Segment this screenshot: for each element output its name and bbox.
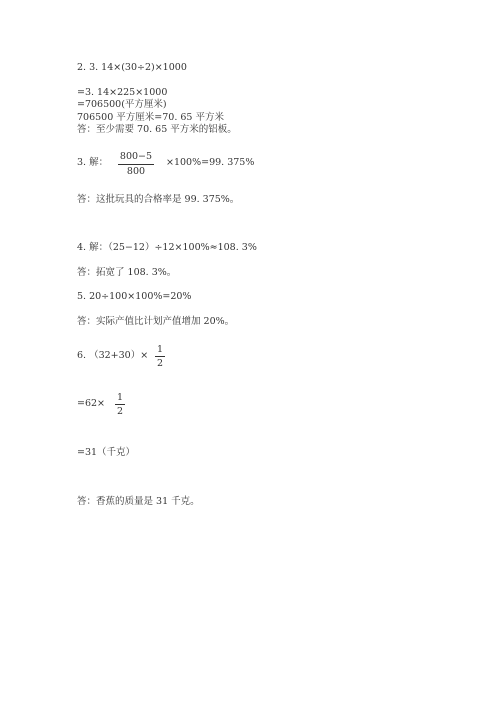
problem-5-equation: 5. 20÷100×100%=20% <box>77 291 192 302</box>
problem-2-answer: 答：至少需要 70. 65 平方米的铝板。 <box>77 124 237 135</box>
problem-5-answer: 答：实际产值比计划产值增加 20%。 <box>77 316 235 327</box>
fraction-numerator: 1 <box>156 344 164 355</box>
problem-6-step-2: =31（千克） <box>77 447 136 458</box>
fraction-bar <box>115 404 125 405</box>
problem-4-equation: 4. 解：（25−12）÷12×100%≈108. 3% <box>77 242 257 253</box>
problem-3-answer: 答：这批玩具的合格率是 99. 375%。 <box>77 194 240 205</box>
problem-2-step-1: =3. 14×225×1000 <box>77 87 168 98</box>
fraction-denominator: 800 <box>126 166 146 177</box>
problem-6-step-1: =62× <box>77 398 106 409</box>
problem-3-expression: ×100%=99. 375% <box>166 157 255 168</box>
problem-6-answer: 答：香蕉的质量是 31 千克。 <box>77 496 200 507</box>
problem-3-label: 3. 解： <box>77 157 109 168</box>
fraction-numerator: 1 <box>116 392 124 403</box>
fraction-bar <box>155 356 165 357</box>
fraction-bar <box>118 164 154 165</box>
fraction-numerator: 800−5 <box>119 151 153 162</box>
fraction-denominator: 2 <box>156 358 164 369</box>
problem-2-step-2: =706500(平方厘米) <box>77 99 167 110</box>
problem-2-step-3: 706500 平方厘米=70. 65 平方米 <box>77 112 224 123</box>
problem-2-equation: 2. 3. 14×(30÷2)×1000 <box>77 62 187 73</box>
fraction-denominator: 2 <box>116 406 124 417</box>
problem-6-equation: 6. （32+30）× <box>77 350 149 361</box>
problem-4-answer: 答：拓宽了 108. 3%。 <box>77 267 177 278</box>
